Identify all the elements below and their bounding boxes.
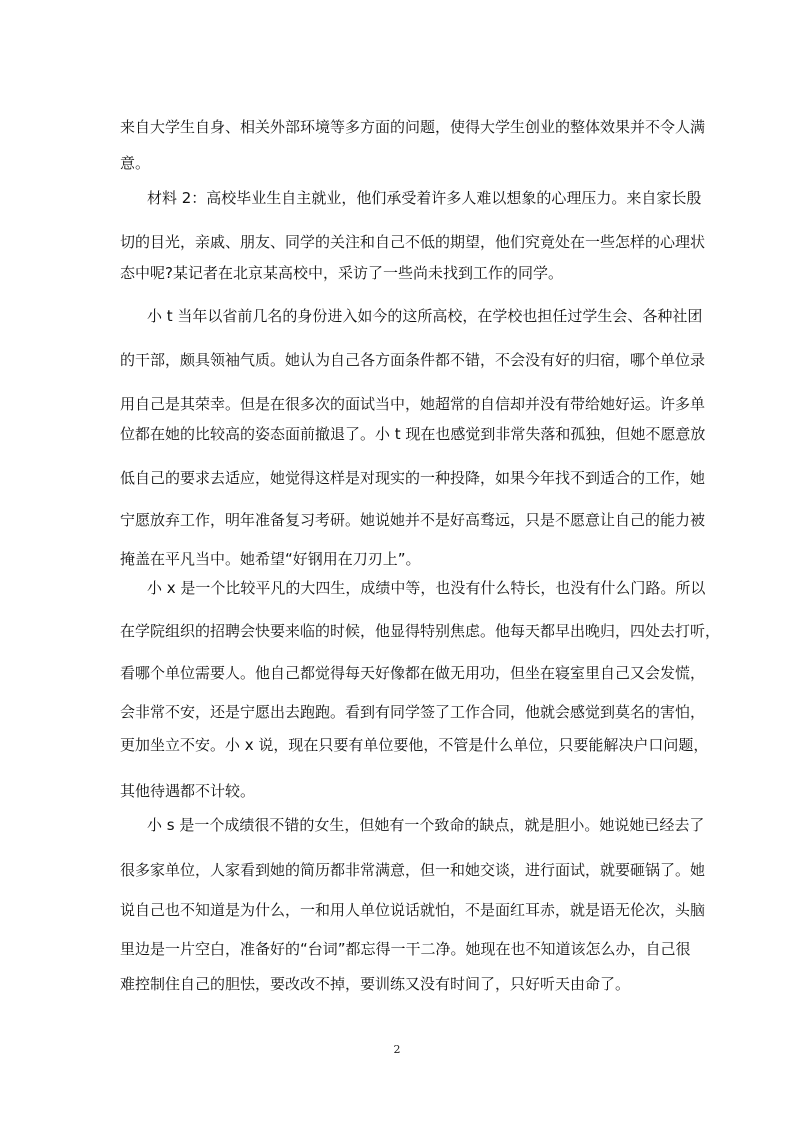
student-s-line-3: 说自己也不知道是为什么，一和用人单位说话就怕，不是面红耳赤，就是语无伦次，头脑 xyxy=(120,901,706,919)
student-x-line-5: 更加坐立不安。小 x 说，现在只要有单位要他，不管是什么单位，只要能解决户口问题， xyxy=(120,736,709,754)
student-x-line-6: 其他待遇都不计较。 xyxy=(120,782,256,800)
student-t-line-2: 的干部，颇具领袖气质。她认为自己各方面条件都不错，不会没有好的归宿，哪个单位录 xyxy=(120,351,706,369)
student-s-line-2: 很多家单位，人家看到她的简历都非常满意，但一和她交谈，进行面试，就要砸锅了。她 xyxy=(120,861,706,879)
student-x-line-1: 小 x 是一个比较平凡的大四生，成绩中等，也没有什么特长，也没有什么门路。所以 xyxy=(147,579,706,597)
student-s-line-1: 小 s 是一个成绩很不错的女生，但她有一个致命的缺点，就是胆小。她说她已经去了 xyxy=(147,816,705,834)
material-2-line-2: 切的目光，亲戚、朋友、同学的关注和自己不低的期望，他们究竟处在一些怎样的心理状 xyxy=(120,233,706,251)
student-t-line-6: 宁愿放弃工作，明年准备复习考研。她说她并不是好高骛远，只是不愿意让自己的能力被 xyxy=(120,511,706,529)
student-x-line-3: 看哪个单位需要人。他自己都觉得每天好像都在做无用功，但坐在寝室里自己又会发慌， xyxy=(120,664,706,682)
student-s-line-5: 难控制住自己的胆怯，要改改不掉，要训练又没有时间了，只好听天由命了。 xyxy=(120,975,631,993)
student-s-line-4: 里边是一片空白，准备好的“台词”都忘得一干二净。她现在也不知道该怎么办，自己很 xyxy=(120,940,691,958)
student-t-line-4: 位都在她的比较高的姿态面前撤退了。小 t 现在也感觉到非常失落和孤独，但她不愿意放 xyxy=(120,425,706,443)
body-line-1: 来自大学生自身、相关外部环境等多方面的问题，使得大学生创业的整体效果并不令人满 xyxy=(120,118,706,136)
student-t-line-1: 小 t 当年以省前几名的身份进入如今的这所高校，在学校也担任过学生会、各种社团 xyxy=(147,307,703,325)
material-2-line-1: 材料 2：高校毕业生自主就业，他们承受着许多人难以想象的心理压力。来自家长殷 xyxy=(147,189,702,207)
student-x-line-4: 会非常不安，还是宁愿出去跑跑。看到有同学签了工作合同，他就会感觉到莫名的害怕， xyxy=(120,703,706,721)
material-2-line-3: 态中呢?某记者在北京某高校中，采访了一些尚未找到工作的同学。 xyxy=(120,264,563,282)
student-t-line-7: 掩盖在平凡当中。她希望“好钢用在刀刃上”。 xyxy=(120,550,421,568)
student-t-line-3: 用自己是其荣幸。但是在很多次的面试当中，她超常的自信却并没有带给她好运。许多单 xyxy=(120,395,706,413)
student-x-line-2: 在学院组织的招聘会快要来临的时候，他显得特别焦虑。他每天都早出晚归，四处去打听， xyxy=(120,622,721,640)
page-number: 2 xyxy=(393,1043,401,1056)
student-t-line-5: 低自己的要求去适应，她觉得这样是对现实的一种投降，如果今年找不到适合的工作，她 xyxy=(120,469,706,487)
body-line-2: 意。 xyxy=(120,154,151,172)
